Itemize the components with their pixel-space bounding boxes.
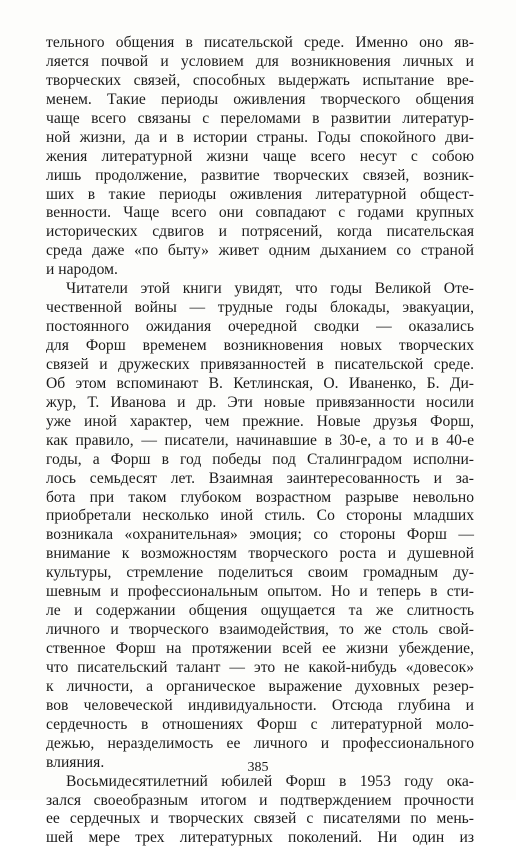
text-line: уже иной характер, чем прежние. Новые друзья Форш, xyxy=(46,412,474,430)
text-line: связей и дружеских привязанностей в писательской среде. xyxy=(46,355,474,373)
text-line: Об этом вспоминают В. Кетлинская, О. Иваненко, Б. Ди- xyxy=(46,374,474,392)
text-line: годы, а Форш в год победы под Сталинградом исполни- xyxy=(46,450,474,468)
body-text xyxy=(46,34,474,848)
text-line: ственное Форш на протяжении всей ее жизни убеждение, xyxy=(46,640,474,657)
text-line: лишь продолжение, развитие творческих связей, возник- xyxy=(46,166,474,184)
text-line: венности. Чаще всего они совпадают с годами крупных xyxy=(46,204,474,222)
text-line: тельного общения в писательской среде. Именно оно яв- xyxy=(46,34,474,51)
text-line: внимание к возможностям творческого роста и душевной xyxy=(46,545,474,563)
text-line: вов человеческой индивидуальности. Отсюда глубина и xyxy=(46,696,474,714)
text-line: что писательский талант — это не какой-нибудь «довесок» xyxy=(46,658,474,676)
text-line: Восьмидесятилетний юбилей Форш в 1953 году ока- xyxy=(66,772,474,790)
text-line: ной жизни, да и в истории страны. Годы спокойного дви- xyxy=(46,128,474,146)
text-line: творческих связей, способных выдержать испытание вре- xyxy=(46,71,474,89)
text-line: среда даже «по быту» живет одним дыханием со страной xyxy=(46,242,474,260)
text-line: чаще всего связаны с переломами в развитии литератур- xyxy=(46,109,474,127)
text-line: к личности, а органическое выражение духовных резер- xyxy=(46,677,474,695)
text-line: приобретали несколько иной стиль. Со стороны младших xyxy=(46,507,474,525)
page-number: 385 xyxy=(247,760,269,775)
text-line: постоянного ожидания очередной сводки — оказались xyxy=(46,318,474,336)
text-line: влияния. xyxy=(46,753,105,771)
text-line: чественной войны — трудные годы блокады, эвакуации, xyxy=(46,299,474,317)
text-line: культуры, стремление поделиться своим громадным ду- xyxy=(46,564,474,582)
text-line: ляется почвой и условием для возникновения личных и xyxy=(46,52,474,70)
text-line: бота при таком глубоком возрастном разрыве невольно xyxy=(46,488,474,506)
text-line: дежью, неразделимость ее личного и профессионального xyxy=(46,734,474,752)
text-line: лось семьдесят лет. Взаимная заинтересованность и за- xyxy=(46,469,474,487)
text-line: сердечность в отношениях Форш с литературной моло- xyxy=(46,715,474,733)
text-line: личного и творческого взаимодействия, то же столь свой- xyxy=(46,621,474,639)
text-line: менем. Такие периоды оживления творческого общения xyxy=(46,90,474,108)
text-line: шей мере трех литературных поколений. Ни один из xyxy=(46,829,474,847)
text-line: жур, Т. Иванова и др. Эти новые привязанности носили xyxy=(46,393,474,411)
text-line: ее сердечных и творческих связей с писателями по мень- xyxy=(46,810,474,828)
text-line: зался своеобразным итогом и подтверждением прочности xyxy=(46,791,474,809)
text-line: и народом. xyxy=(46,261,118,279)
text-line: как правило, — писатели, начинавшие в 30-е, а то и в 40-е xyxy=(46,431,474,449)
text-line: шевным и профессиональным опытом. Но и теперь в сти- xyxy=(46,583,474,601)
text-line: для Форш временем возникновения новых творческих xyxy=(46,337,474,354)
text-line: ле и содержании общения ощущается та же слитность xyxy=(46,602,474,620)
text-line: Читатели этой книги увидят, что годы Великой Оте- xyxy=(66,280,474,298)
text-line: исторических сдвигов и потрясений, когда писательская xyxy=(46,223,474,241)
text-line: жения литературной жизни чаще всего несут с собою xyxy=(46,147,474,165)
text-line: возникала «охранительная» эмоция; со стороны Форш — xyxy=(46,526,474,544)
text-line: ших в такие периоды оживления литературной общест- xyxy=(46,185,474,203)
